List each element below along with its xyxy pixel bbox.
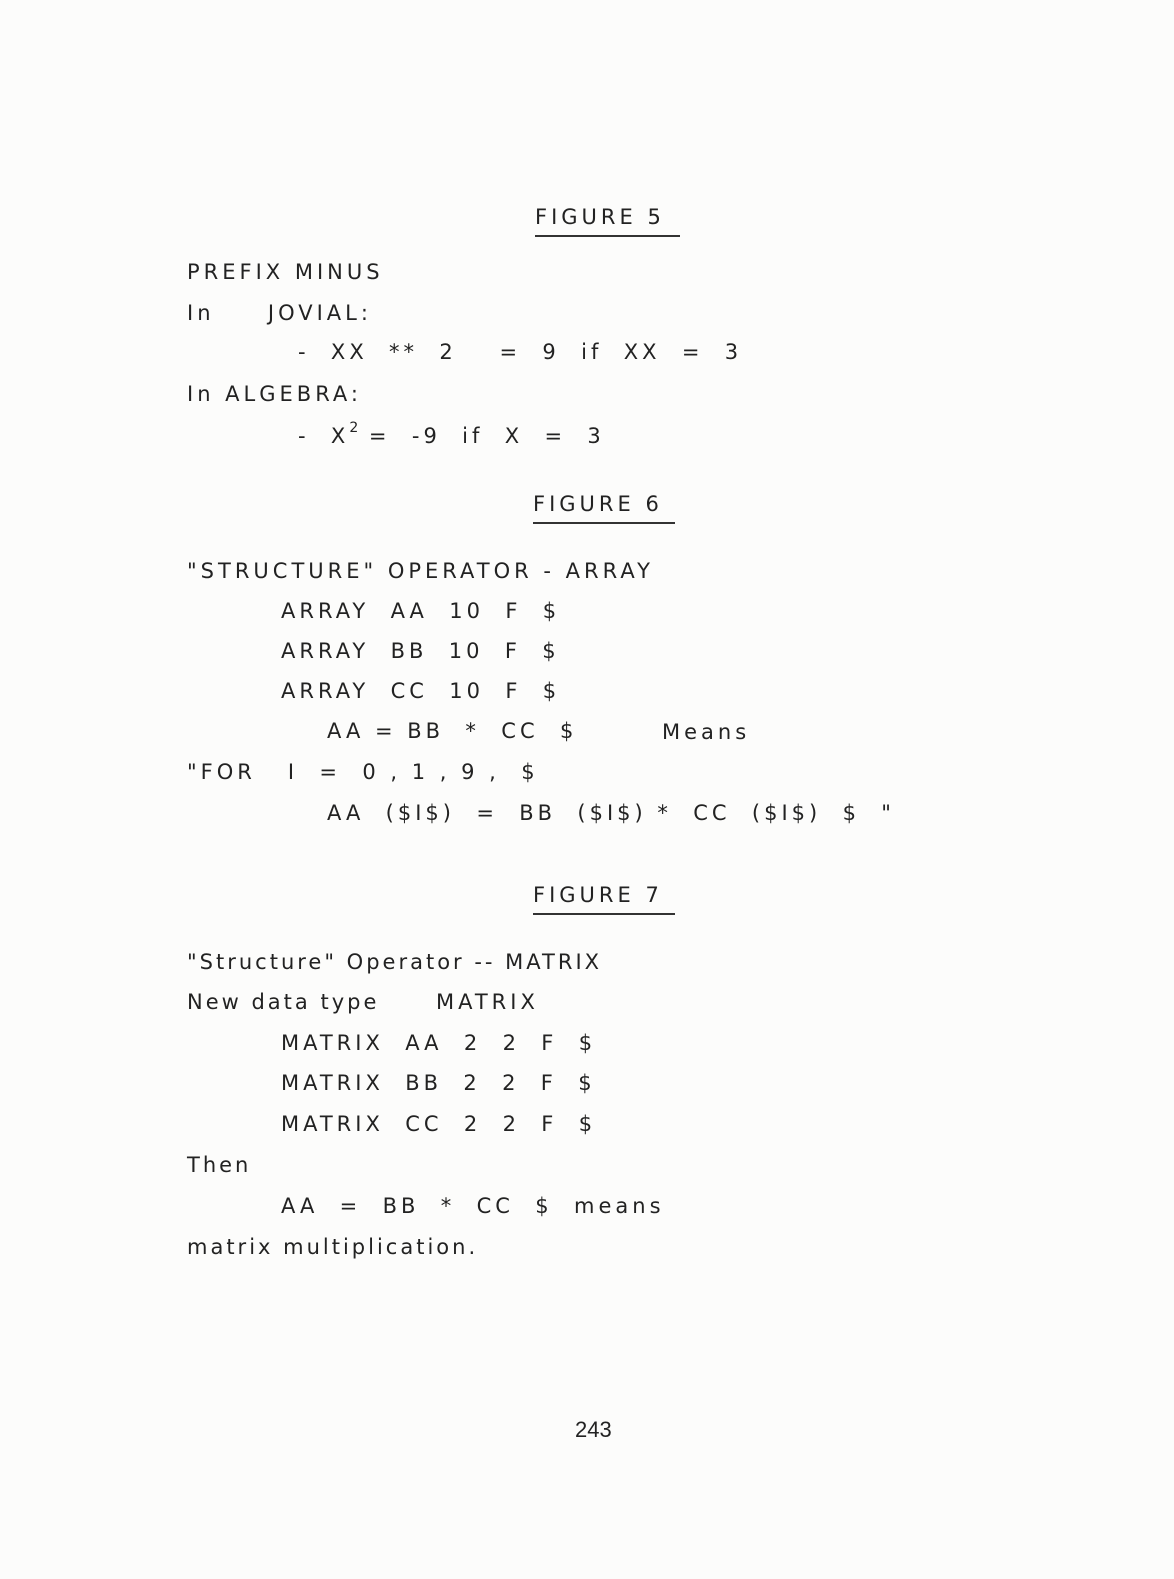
page-number: 243 [575,1417,612,1442]
figure-5-title: PREFIX MINUS [187,260,384,284]
matrix-decl-aa: MATRIX AA 2 2 F $ [281,1031,597,1055]
algebra-expression [298,420,605,448]
for-loop-line: "FOR I = 0 , 1 , 9 , $ [187,760,539,784]
matrix-decl-bb: MATRIX BB 2 2 F $ [281,1071,596,1095]
conclusion-text: matrix multiplication. [187,1235,479,1259]
array-decl-cc: ARRAY CC 10 F $ [281,679,561,703]
jovial-label: In JOVIAL: [187,301,372,325]
algebra-exponent: 2 [349,420,359,436]
new-type-value: MATRIX [436,990,539,1014]
algebra-label: In ALGEBRA: [187,382,363,406]
figure-7-heading: FIGURE 7 [533,885,675,915]
means-label: Means [662,720,751,744]
figure-6-title: "STRUCTURE" OPERATOR - ARRAY [187,559,654,583]
figure-7-title: "Structure" Operator -- MATRIX [187,950,603,974]
algebra-base: - X [298,424,350,448]
figure-6-heading: FIGURE 6 [533,494,675,524]
array-statement: AA = BB * CC $ [327,719,578,743]
matrix-decl-cc: MATRIX CC 2 2 F $ [281,1112,597,1136]
loop-body-line: AA ($I$) = BB ($I$) * CC ($I$) $ " [327,801,895,825]
matrix-statement: AA = BB * CC $ means [281,1194,665,1218]
array-decl-aa: ARRAY AA 10 F $ [281,599,561,623]
then-label: Then [187,1153,252,1177]
algebra-rest: = -9 if X = 3 [358,424,605,448]
figure-5-heading: FIGURE 5 [535,207,680,237]
new-type-label: New data type [187,990,380,1014]
jovial-expression: - XX ** 2 = 9 if XX = 3 [298,340,743,364]
array-decl-bb: ARRAY BB 10 F $ [281,639,560,663]
